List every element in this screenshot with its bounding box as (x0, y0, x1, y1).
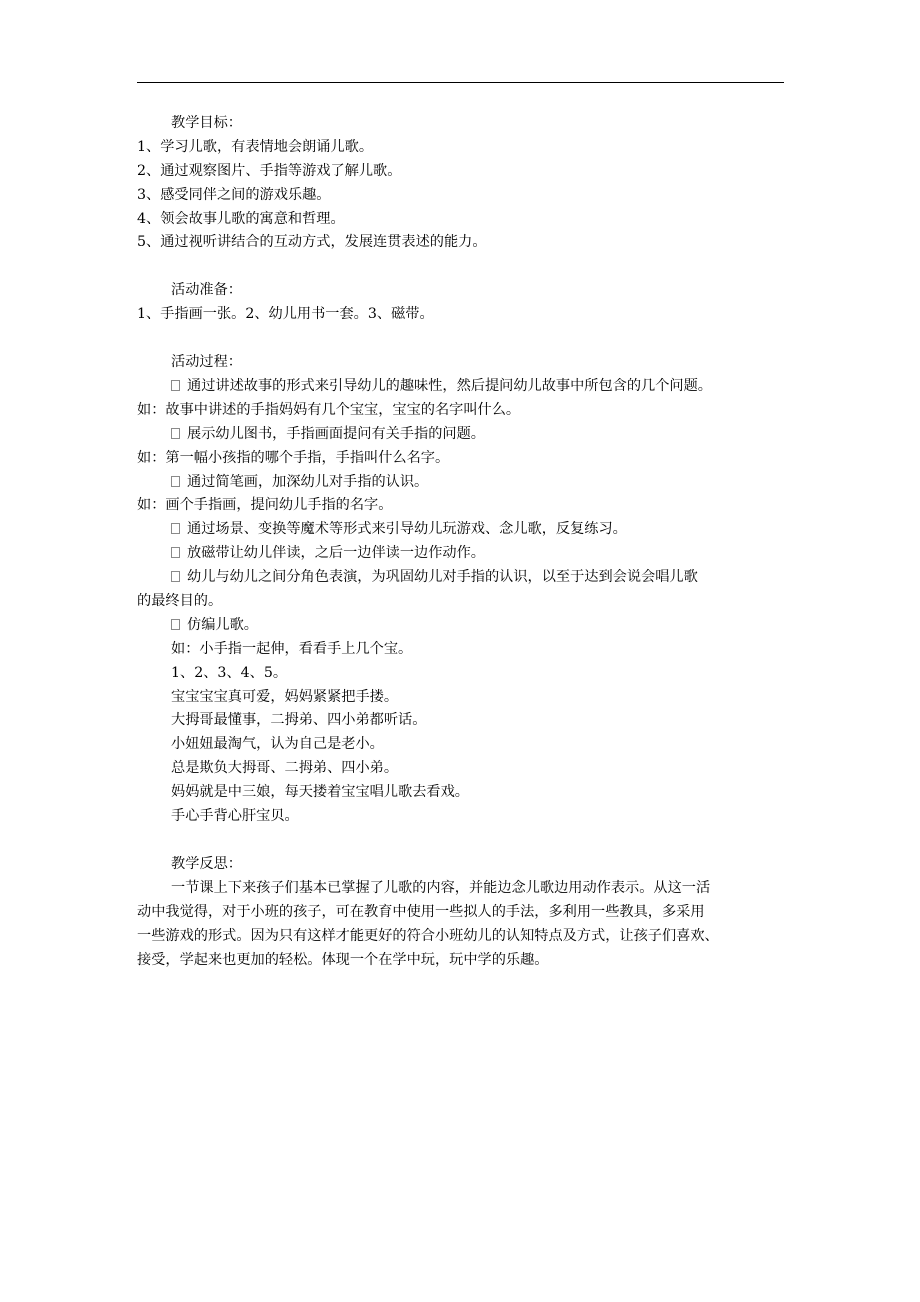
bullet-box-icon (171, 523, 180, 534)
bullet-box-icon (171, 547, 180, 558)
preparation-text: 1、手指画一张。2、幼儿用书一套。3、磁带。 (137, 306, 434, 323)
rhyme-line: 宝宝宝宝真可爱，妈妈紧紧把手搂。 (171, 688, 399, 705)
process-example: 如：第一幅小孩指的哪个手指，手指叫什么名字。 (137, 449, 450, 466)
objectives-heading: 教学目标： (171, 115, 242, 131)
reflection-line: 接受，学起来也更加的轻松。体现一个在学中玩，玩中学的乐趣。 (137, 951, 549, 968)
bullet-box-icon (171, 428, 180, 439)
bullet-box-icon (171, 619, 180, 630)
process-step: 通过简笔画，加深幼儿对手指的认识。 (137, 471, 784, 495)
preparation-heading: 活动准备： (171, 282, 242, 299)
objective-item: 2、通过观察图片、手指等游戏了解儿歌。 (137, 162, 402, 179)
process-example: 如：画个手指画，提问幼儿手指的名字。 (137, 497, 393, 514)
bullet-box-icon (171, 571, 180, 582)
rhyme-line: 总是欺负大拇哥、二拇弟、四小弟。 (171, 760, 399, 777)
process-step: 通过讲述故事的形式来引导幼儿的趣味性，然后提问幼儿故事中所包含的几个问题。 (137, 375, 784, 399)
reflection-line: 一些游戏的形式。因为只有这样才能更好的符合小班幼儿的认知特点及方式，让孩子们喜欢、 (137, 927, 719, 944)
process-step-continuation: 的最终目的。 (137, 593, 223, 610)
objective-item: 3、感受同伴之间的游戏乐趣。 (137, 186, 331, 203)
reflection-heading: 教学反思： (171, 855, 242, 872)
process-step: 放磁带让幼儿伴读，之后一边伴读一边作动作。 (137, 542, 784, 566)
reflection-paragraph (137, 877, 784, 973)
reflection-line: 一节课上下来孩子们基本已掌握了儿歌的内容，并能边念儿歌边用动作表示。从这一活 (171, 879, 711, 896)
process-heading: 活动过程： (171, 354, 242, 371)
bullet-box-icon (171, 476, 180, 487)
rhyme-line: 妈妈就是中三娘，每天搂着宝宝唱儿歌去看戏。 (171, 784, 469, 801)
objective-item: 1、学习儿歌，有表情地会朗诵儿歌。 (137, 138, 374, 155)
header-rule (137, 82, 784, 83)
bullet-box-icon (171, 380, 180, 391)
document-body (137, 112, 784, 972)
objective-item: 4、领会故事儿歌的寓意和哲理。 (137, 210, 345, 227)
rhyme-line: 如：小手指一起伸，看看手上几个宝。 (171, 640, 413, 657)
process-step: 仿编儿歌。 (137, 614, 784, 638)
rhyme-line: 1、2、3、4、5。 (171, 664, 288, 681)
objective-item: 5、通过视听讲结合的互动方式，发展连贯表述的能力。 (137, 234, 487, 251)
process-step: 展示幼儿图书，手指画面提问有关手指的问题。 (137, 423, 784, 447)
process-example: 如：故事中讲述的手指妈妈有几个宝宝，宝宝的名字叫什么。 (137, 401, 521, 418)
process-step: 幼儿与幼儿之间分角色表演，为巩固幼儿对手指的认识，以至于达到会说会唱儿歌 (137, 566, 784, 590)
rhyme-line: 大拇哥最懂事，二拇弟、四小弟都听话。 (171, 712, 427, 729)
reflection-line: 动中我觉得，对于小班的孩子，可在教育中使用一些拟人的手法，多利用一些教具，多采用 (137, 903, 705, 920)
process-step: 通过场景、变换等魔术等形式来引导幼儿玩游戏、念儿歌，反复练习。 (137, 518, 784, 542)
rhyme-line: 小妞妞最淘气，认为自己是老小。 (171, 736, 384, 753)
rhyme-line: 手心手背心肝宝贝。 (171, 808, 299, 825)
